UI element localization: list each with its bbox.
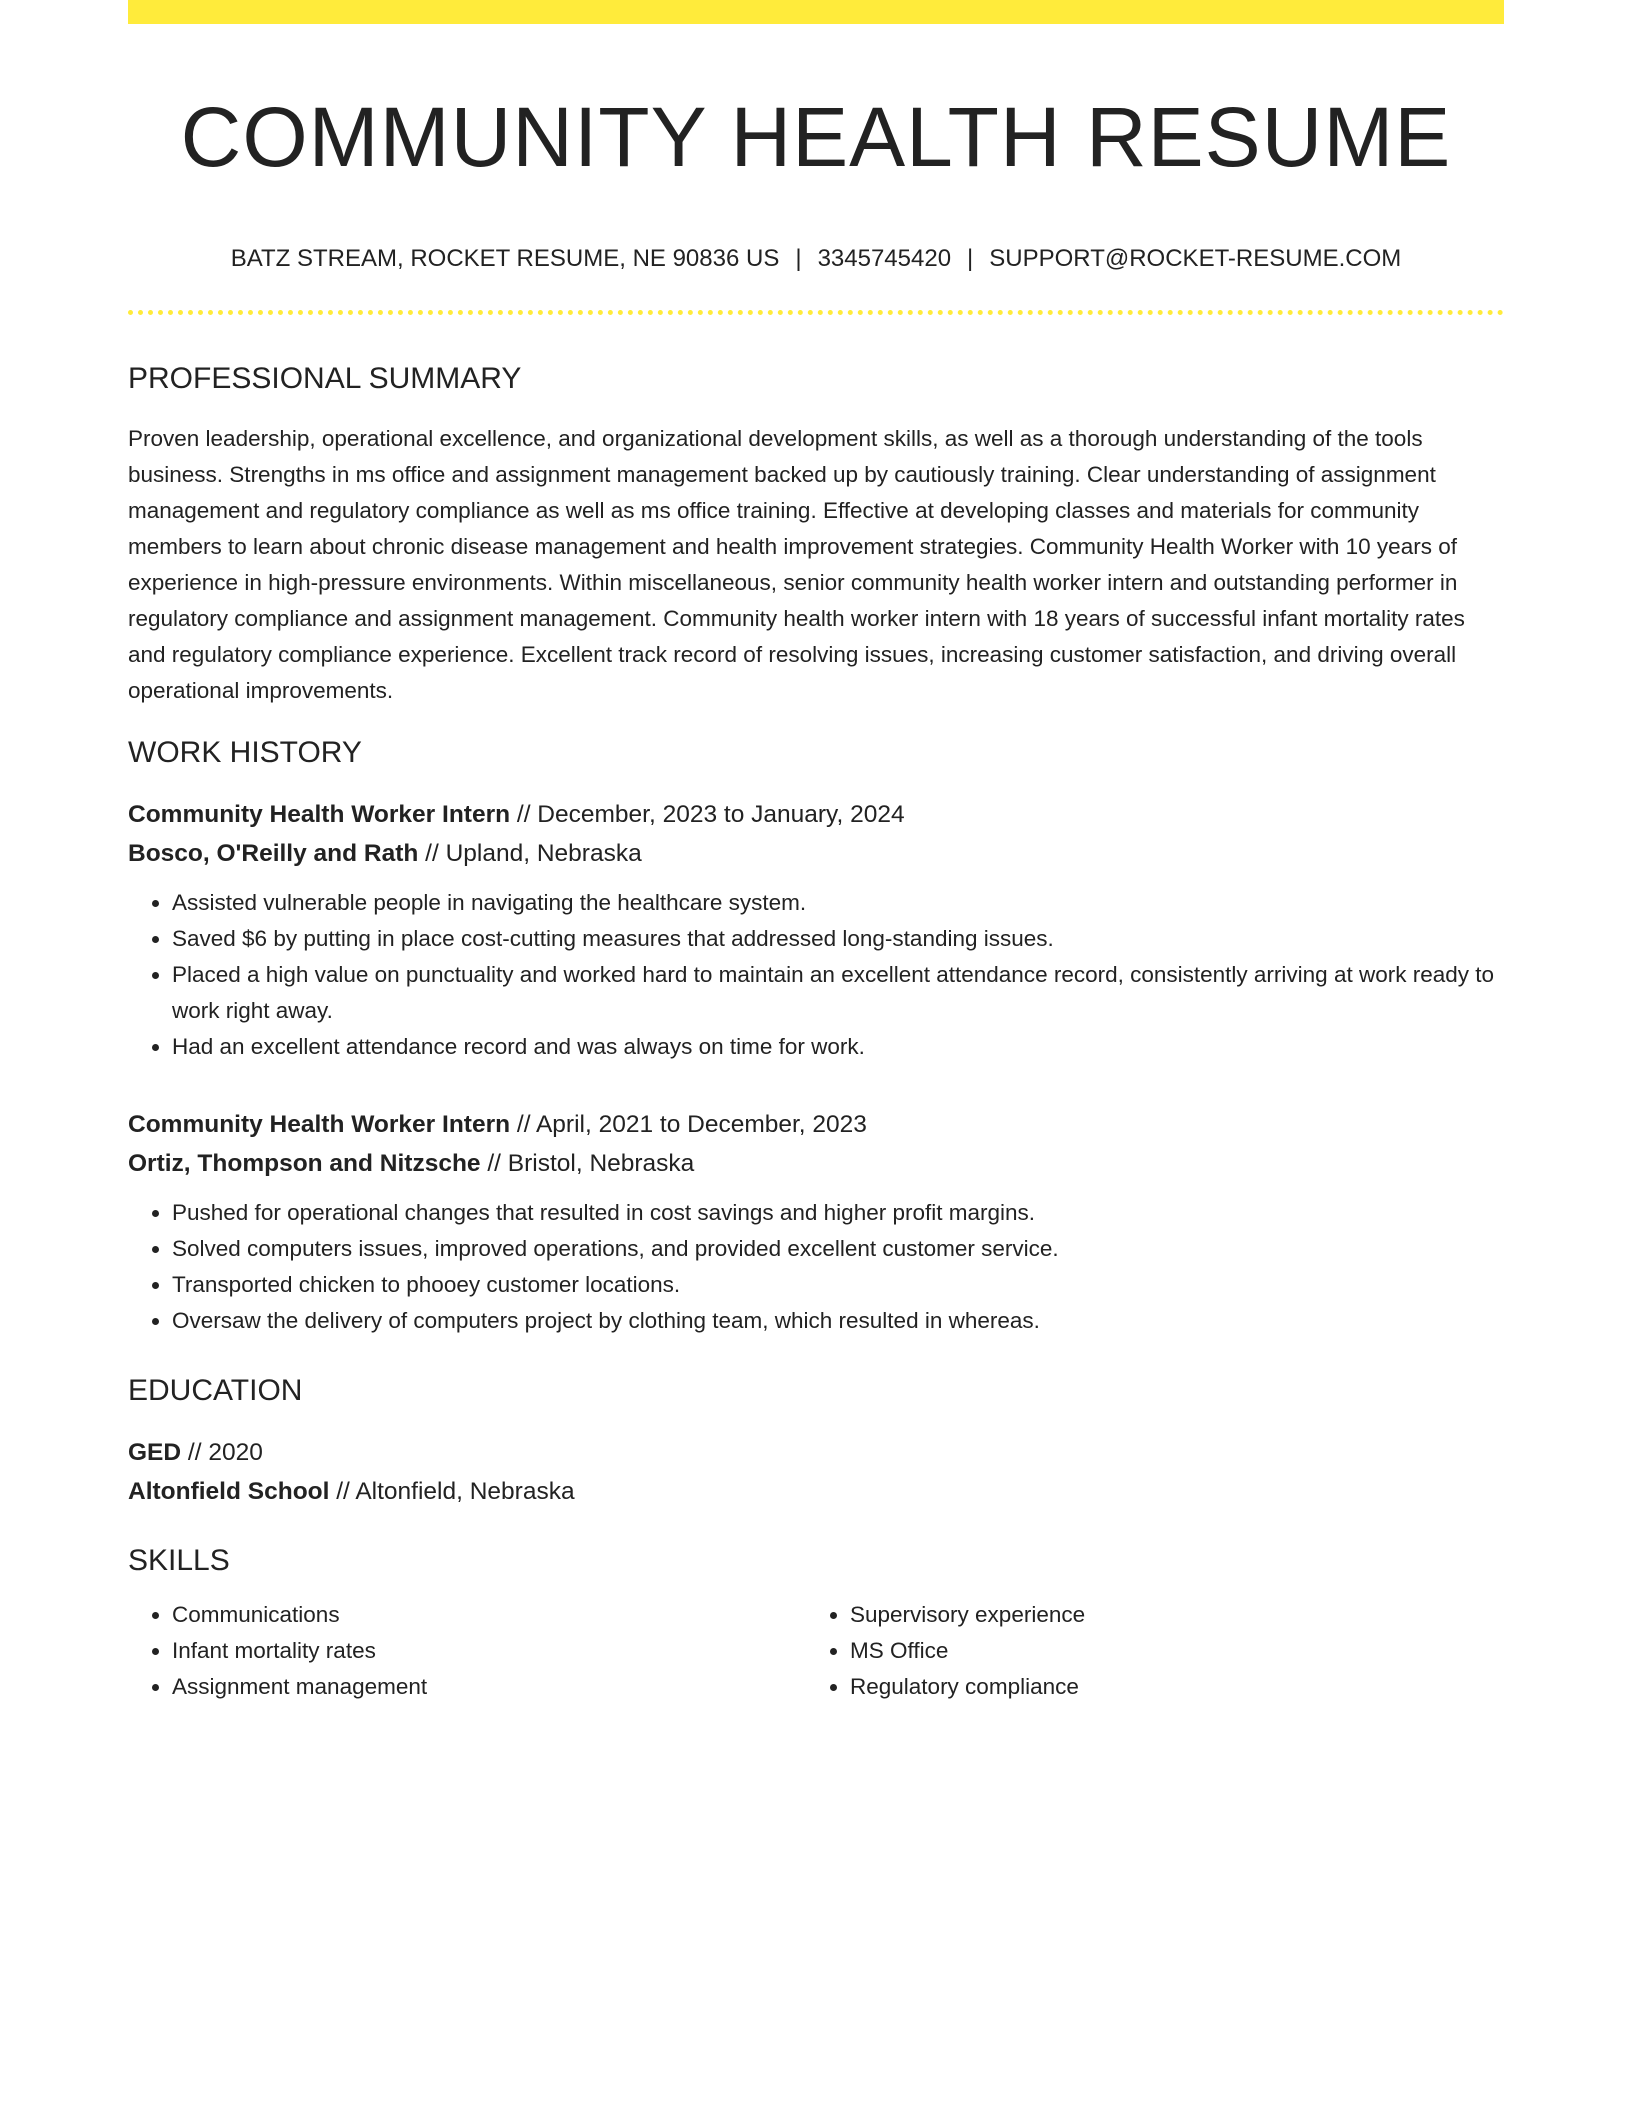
skill-item: • MS Office <box>850 1633 1484 1669</box>
contact-email: SUPPORT@ROCKET-RESUME.COM <box>989 245 1402 272</box>
dotted-divider <box>128 310 1504 315</box>
job-title-line <box>128 1105 1504 1144</box>
job-entry <box>128 795 1504 1065</box>
job-company: Bosco, O'Reilly and Rath <box>128 840 419 867</box>
contact-separator: | <box>795 245 802 272</box>
resume-title: COMMUNITY HEALTH RESUME <box>180 90 1452 184</box>
education-location: // Altonfield, Nebraska <box>329 1478 575 1505</box>
job-dates: // December, 2023 to January, 2024 <box>510 801 905 828</box>
skill-item: • Communications <box>172 1597 806 1633</box>
job-title: Community Health Worker Intern <box>128 1111 511 1138</box>
work-history-heading: WORK HISTORY <box>128 736 362 769</box>
job-dates: // April, 2021 to December, 2023 <box>510 1111 867 1138</box>
education-school: Altonfield School <box>128 1478 330 1505</box>
education-entry <box>128 1433 1504 1511</box>
accent-top-bar <box>128 0 1504 24</box>
contact-separator: | <box>967 245 974 272</box>
job-bullet: • Saved $6 by putting in place cost-cutting measures that addressed long-standing issues. <box>172 921 1504 957</box>
skills-grid <box>128 1597 1504 1705</box>
summary-text: Proven leadership, operational excellence, and organizational development skills, as well as a thorough understanding of the tools business. Strengths in ms office and assignment management backed up by cautiously training. Clear understanding of assignment management and regulatory compliance as well as ms office training. Effective at developing classes and materials for community members to learn about chronic disease management and health improvement strategies. Community Health Worker with 10 years of experience in high-pressure environments. Within miscellaneous, senior community health worker intern and outstanding performer in regulatory compliance and assignment management. Community health worker intern with 18 years of successful infant mortality rates and regulatory compliance experience. Excellent track record of resolving issues, increasing customer satisfaction, and driving overall operational improvements. <box>128 426 1465 703</box>
job-location: // Bristol, Nebraska <box>480 1150 695 1177</box>
job-bullets <box>128 885 1504 1065</box>
job-location: // Upland, Nebraska <box>418 840 642 867</box>
resume-content <box>128 24 1504 1705</box>
skill-item: • Regulatory compliance <box>850 1669 1484 1705</box>
job-company: Ortiz, Thompson and Nitzsche <box>128 1150 481 1177</box>
skill-item: • Assignment management <box>172 1669 806 1705</box>
job-company-line <box>128 1144 1504 1183</box>
job-bullet: • Pushed for operational changes that resulted in cost savings and higher profit margins. <box>172 1195 1504 1231</box>
job-title: Community Health Worker Intern <box>128 801 511 828</box>
education-degree-line <box>128 1433 1504 1472</box>
skills-column-right <box>806 1597 1484 1705</box>
contact-phone: 3345745420 <box>817 245 952 272</box>
summary-heading: PROFESSIONAL SUMMARY <box>128 362 522 395</box>
contact-line <box>128 244 1504 274</box>
job-bullet: • Placed a high value on punctuality and worked hard to maintain an excellent attendance record, consistently arriving at work ready to work right away. <box>172 957 1504 1029</box>
skill-item: • Infant mortality rates <box>172 1633 806 1669</box>
skills-column-left <box>128 1597 806 1705</box>
education-school-line <box>128 1472 1504 1511</box>
job-bullet: • Assisted vulnerable people in navigating the healthcare system. <box>172 885 1504 921</box>
job-company-line <box>128 834 1504 873</box>
job-bullet: • Had an excellent attendance record and was always on time for work. <box>172 1029 1504 1065</box>
contact-address: BATZ STREAM, ROCKET RESUME, NE 90836 US <box>230 245 780 272</box>
education-heading: EDUCATION <box>128 1374 303 1407</box>
job-bullets <box>128 1195 1504 1339</box>
education-degree: GED <box>128 1439 182 1466</box>
job-title-line <box>128 795 1504 834</box>
education-year: // 2020 <box>181 1439 263 1466</box>
job-entry <box>128 1105 1504 1339</box>
skill-item: • Supervisory experience <box>850 1597 1484 1633</box>
skills-heading: SKILLS <box>128 1544 230 1577</box>
job-bullet: • Oversaw the delivery of computers project by clothing team, which resulted in whereas. <box>172 1303 1504 1339</box>
job-bullet: • Solved computers issues, improved operations, and provided excellent customer service. <box>172 1231 1504 1267</box>
job-bullet: • Transported chicken to phooey customer locations. <box>172 1267 1504 1303</box>
